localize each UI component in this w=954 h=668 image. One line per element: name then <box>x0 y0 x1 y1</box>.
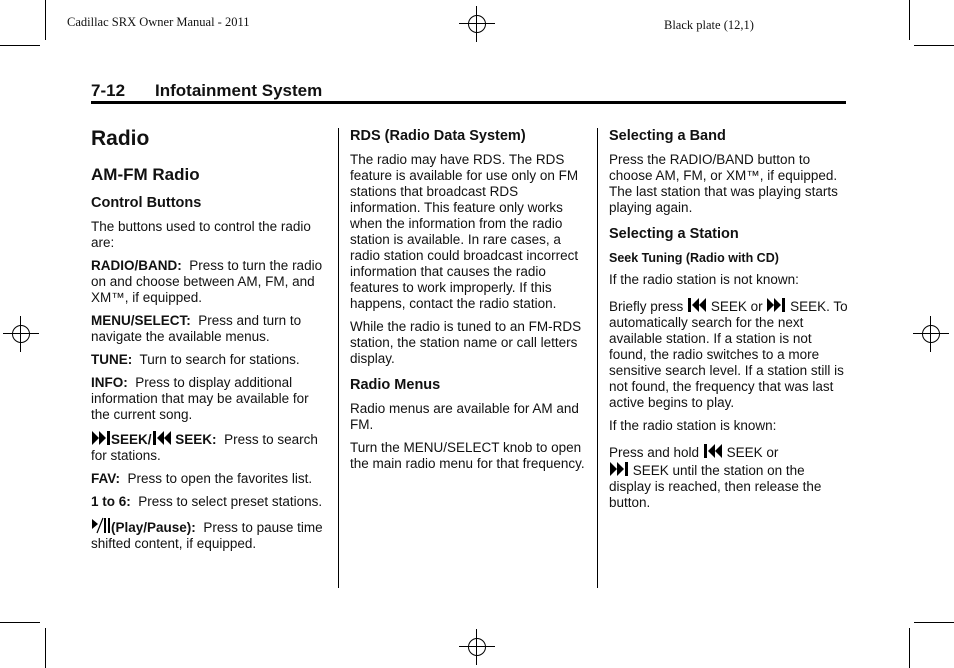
paragraph: Radio menus are available for AM and FM. <box>350 401 579 432</box>
term: INFO: <box>91 375 128 390</box>
description: Press to pause time shifted content, if equipped. <box>91 520 323 551</box>
crop-mark <box>914 45 954 46</box>
term: SEEK/ <box>111 432 152 447</box>
text: Briefly press <box>609 299 684 314</box>
term: 1 to 6: <box>91 494 131 509</box>
paragraph: If the radio station is not known: <box>609 272 799 287</box>
paragraph: Turn the MENU/SELECT knob to open the main radio menu for that frequency. <box>350 440 585 471</box>
paragraph-briefly-press <box>609 297 849 411</box>
definition-info <box>91 375 331 423</box>
crop-mark <box>45 628 46 668</box>
seek-forward-icon <box>609 461 629 477</box>
description: Turn to search for stations. <box>139 352 300 367</box>
header-rule <box>91 101 846 104</box>
text: SEEK or <box>710 299 763 314</box>
term: MENU/SELECT: <box>91 313 191 328</box>
text: SEEK or <box>726 445 779 460</box>
column-2 <box>350 127 590 479</box>
crop-mark <box>45 0 46 40</box>
subsection-heading: RDS (Radio Data System) <box>350 128 526 144</box>
term: FAV: <box>91 471 121 486</box>
column-separator <box>597 128 598 588</box>
paragraph: Press the RADIO/BAND button to choose AM, FM, or XM™, if equipped. The last station that was playing starts playing again. <box>609 152 838 215</box>
paragraph: If the radio station is known: <box>609 418 777 433</box>
subsection-heading: Selecting a Band <box>609 128 726 144</box>
registration-mark <box>3 316 39 352</box>
definition-tune <box>91 352 331 368</box>
crop-mark <box>0 622 40 623</box>
paragraph-press-hold <box>609 443 849 511</box>
text: SEEK until the station on the display is reached, then release the button. <box>609 463 822 510</box>
term: RADIO/BAND: <box>91 258 182 273</box>
definition-menu-select <box>91 313 331 345</box>
text: SEEK. To automatically search for the next available station. If a station is not found, the radio switches to a more sensitive search level. If a station still is not found, the frequency that was last active begins to play. <box>609 299 848 410</box>
description: Press to search for stations. <box>91 432 318 463</box>
seek-forward-icon <box>766 297 786 313</box>
seek-back-icon <box>687 297 707 313</box>
paragraph: While the radio is tuned to an FM-RDS station, the station name or call letters display. <box>350 319 582 366</box>
minor-heading: Seek Tuning (Radio with CD) <box>609 251 779 265</box>
paragraph: The buttons used to control the radio are: <box>91 219 311 250</box>
description: Press to open the favorites list. <box>127 471 313 486</box>
registration-mark <box>459 6 495 42</box>
slug-right: Black plate (12,1) <box>664 18 754 32</box>
running-header <box>91 81 322 101</box>
slug-left: Cadillac SRX Owner Manual - 2011 <box>67 15 250 29</box>
subsection-heading: Radio Menus <box>350 377 441 393</box>
text: Press and hold <box>609 445 700 460</box>
definition-seek <box>91 430 331 464</box>
column-1 <box>91 127 331 559</box>
crop-mark <box>0 45 40 46</box>
term: (Play/Pause): <box>111 520 196 535</box>
paragraph: The radio may have RDS. The RDS feature is available for use only on FM stations that broadcast RDS information. This feature only works when the information from the radio station is available. In rare cases, a radio station could broadcast incorrect information that causes the radio features to work improperly. If this happens, contact the radio station. <box>350 152 579 311</box>
crop-mark <box>909 628 910 668</box>
seek-back-icon <box>152 430 172 446</box>
definition-radio-band <box>91 258 331 306</box>
registration-mark <box>913 316 949 352</box>
term: TUNE: <box>91 352 133 367</box>
description: Press to display additional information that may be available for the current song. <box>91 375 309 422</box>
seek-back-icon <box>703 443 723 459</box>
section-title: Infotainment System <box>155 81 323 100</box>
registration-mark <box>459 629 495 665</box>
definition-play-pause <box>91 517 331 552</box>
crop-mark <box>914 622 954 623</box>
crop-mark <box>909 0 910 40</box>
play-pause-icon <box>91 517 111 534</box>
column-separator <box>338 128 339 588</box>
definition-fav <box>91 471 331 487</box>
definition-presets <box>91 494 331 510</box>
term: SEEK: <box>175 432 217 447</box>
description: Press to select preset stations. <box>138 494 323 509</box>
subsection-heading: Selecting a Station <box>609 226 739 242</box>
description: Press to turn the radio on and choose between AM, FM, and XM™, if equipped. <box>91 258 323 305</box>
column-3 <box>609 127 849 518</box>
page-number: 7-12 <box>91 81 126 100</box>
subsection-heading: Control Buttons <box>91 195 202 211</box>
section-heading: AM-FM Radio <box>91 165 200 184</box>
page-title: Radio <box>91 127 150 150</box>
description: Press and turn to navigate the available menus. <box>91 313 302 344</box>
seek-forward-icon <box>91 430 111 446</box>
